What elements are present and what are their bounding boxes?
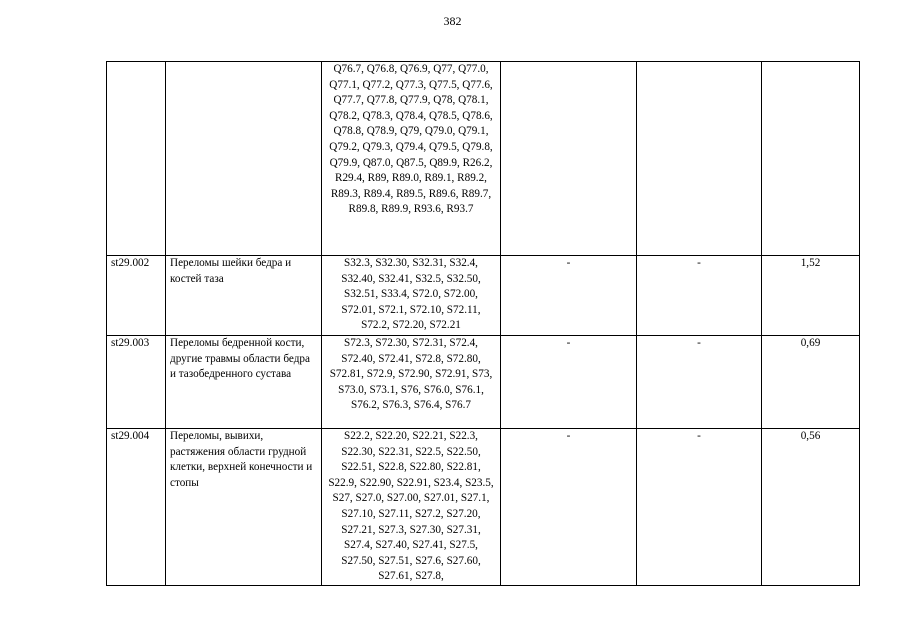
coefficient-cell: 0,69 — [762, 336, 860, 429]
column-4-cell — [501, 62, 637, 256]
column-5-cell: - — [637, 429, 762, 586]
kss-name-cell: Переломы бедренной кости, другие травмы области бедра и тазобедренного сустава — [166, 336, 322, 429]
mkb-codes-cell: Q76.7, Q76.8, Q76.9, Q77, Q77.0, Q77.1, Q77.2, Q77.3, Q77.5, Q77.6, Q77.7, Q77.8, Q77.9, Q78, Q78.1, Q78.2, Q78.3, Q78.4, Q78.5, Q78.6, Q78.8, Q78.9, Q79, Q79.0, Q79.1, Q79.2, Q79.3, Q79.4, Q79.5, Q79.8, Q79.9, Q87.0, Q87.5, Q89.9, R26.2, R29.4, R89, R89.0, R89.1, R89.2, R89.3, R89.4, R89.5, R89.6, R89.7, R89.8, R89.9, R93.6, R93.7 — [322, 62, 501, 256]
kss-code-cell: st29.002 — [107, 256, 166, 336]
coefficient-cell: 0,56 — [762, 429, 860, 586]
coefficient-cell — [762, 62, 860, 256]
kss-name-cell: Переломы шейки бедра и костей таза — [166, 256, 322, 336]
kss-name-cell — [166, 62, 322, 256]
mkb-codes-cell: S22.2, S22.20, S22.21, S22.3, S22.30, S22.31, S22.5, S22.50, S22.51, S22.8, S22.80, S22.81, S22.9, S22.90, S22.91, S23.4, S23.5, S27, S27.0, S27.00, S27.01, S27.1, S27.10, S27.11, S27.2, S27.20, S27.21, S27.3, S27.30, S27.31, S27.4, S27.40, S27.41, S27.5, S27.50, S27.51, S27.6, S27.60, S27.61, S27.8, — [322, 429, 501, 586]
table-row — [107, 62, 860, 256]
kss-code-cell: st29.003 — [107, 336, 166, 429]
column-4-cell: - — [501, 429, 637, 586]
column-4-cell: - — [501, 336, 637, 429]
column-5-cell: - — [637, 256, 762, 336]
kss-code-cell: st29.004 — [107, 429, 166, 586]
table-row — [107, 429, 860, 586]
tariff-table — [106, 61, 860, 586]
column-5-cell — [637, 62, 762, 256]
table-row — [107, 256, 860, 336]
kss-name-cell: Переломы, вывихи, растяжения области грудной клетки, верхней конечности и стопы — [166, 429, 322, 586]
mkb-codes-cell: S32.3, S32.30, S32.31, S32.4, S32.40, S32.41, S32.5, S32.50, S32.51, S33.4, S72.0, S72.00, S72.01, S72.1, S72.10, S72.11, S72.2, S72.20, S72.21 — [322, 256, 501, 336]
column-4-cell: - — [501, 256, 637, 336]
page-number: 382 — [443, 14, 462, 28]
kss-code-cell — [107, 62, 166, 256]
column-5-cell: - — [637, 336, 762, 429]
table-row — [107, 336, 860, 429]
mkb-codes-cell: S72.3, S72.30, S72.31, S72.4, S72.40, S72.41, S72.8, S72.80, S72.81, S72.9, S72.90, S72.91, S73, S73.0, S73.1, S76, S76.0, S76.1, S76.2, S76.3, S76.4, S76.7 — [322, 336, 501, 429]
coefficient-cell: 1,52 — [762, 256, 860, 336]
